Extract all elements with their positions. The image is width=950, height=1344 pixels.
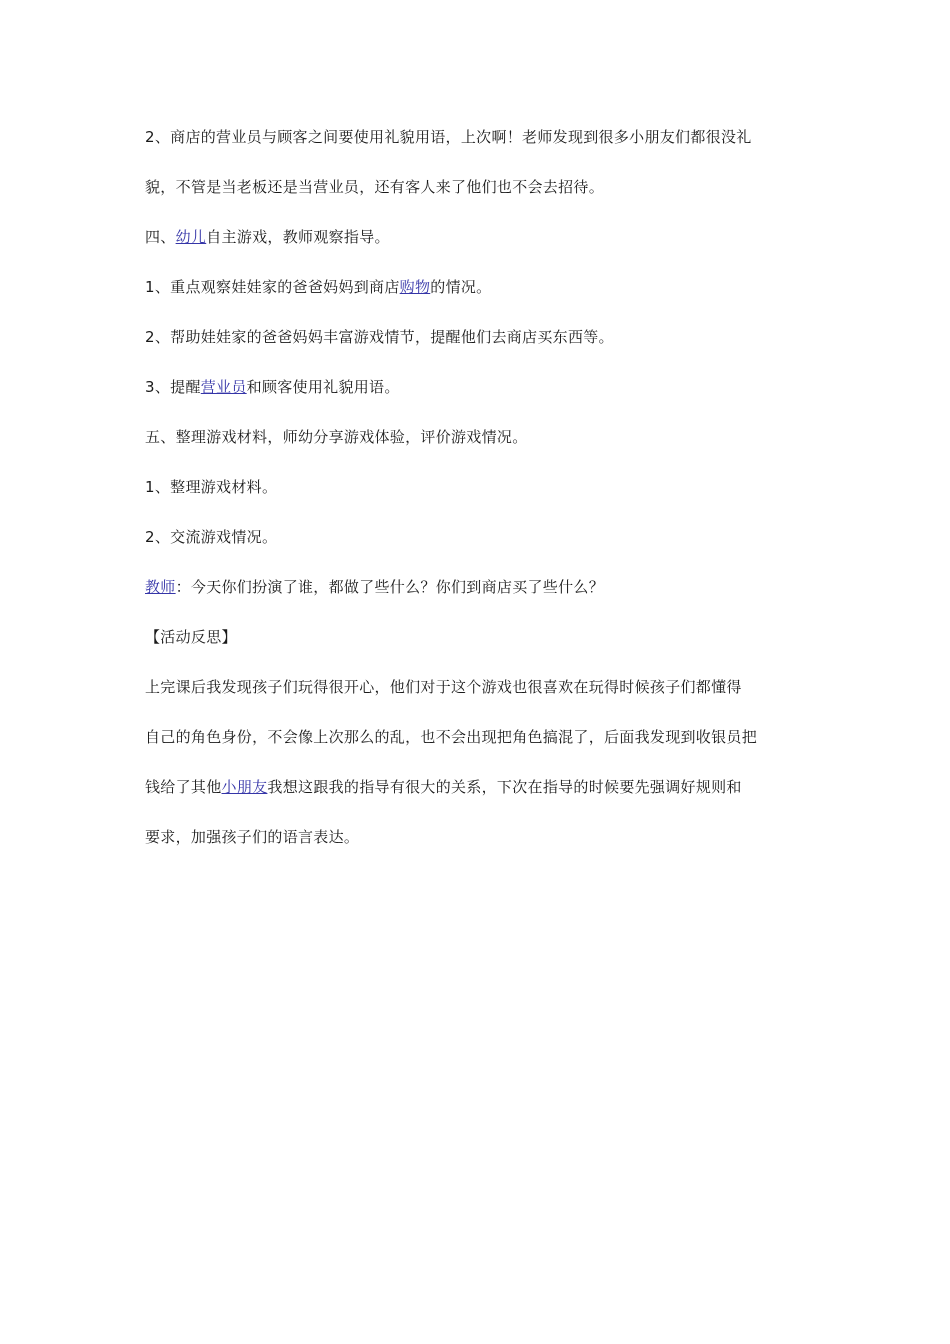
reflection-heading [145, 612, 813, 662]
reflection-line4 [145, 812, 813, 862]
item-text: 1、整理游戏材料。 [145, 478, 278, 496]
heading-prefix: 四、 [145, 228, 176, 246]
link-yingyeyuan[interactable]: 营业员 [200, 378, 247, 396]
line-suffix: 我想这跟我的指导有很大的关系，下次在指导的时候要先强调好规则和 [267, 778, 742, 796]
question-text: ：今天你们扮演了谁，都做了些什么？你们到商店买了些什么？ [175, 578, 605, 596]
item-text: 2、交流游戏情况。 [145, 528, 278, 546]
paragraph-text: 2、商店的营业员与顾客之间要使用礼貌用语，上次啊！老师发现到很多小朋友们都很没礼 [145, 128, 752, 146]
paragraph-text: 上完课后我发现孩子们玩得很开心，他们对于这个游戏也很喜欢在玩得时候孩子们都懂得 [145, 678, 742, 696]
list-item-remind-polite [145, 362, 813, 412]
heading-text: 五、整理游戏材料，师幼分享游戏体验，评价游戏情况。 [145, 428, 528, 446]
list-item-tidy [145, 462, 813, 512]
heading-text: 【活动反思】 [145, 628, 237, 646]
link-gouwu[interactable]: 购物 [399, 278, 431, 296]
paragraph-text: 要求，加强孩子们的语言表达。 [145, 828, 360, 846]
paragraph-text: 貌，不管是当老板还是当营业员，还有客人来了他们也不会去招待。 [145, 178, 605, 196]
reflection-line3 [145, 762, 813, 812]
link-jiaoshi[interactable]: 教师 [145, 578, 176, 596]
list-item-enrich-plot [145, 312, 813, 362]
item-prefix: 3、提醒 [145, 378, 201, 396]
paragraph-polite-language-line1 [145, 112, 813, 162]
link-youer[interactable]: 幼儿 [175, 228, 207, 246]
item-suffix: 的情况。 [430, 278, 492, 296]
link-xiaopengyou[interactable]: 小朋友 [221, 778, 268, 796]
line-prefix: 钱给了其他 [145, 778, 222, 796]
item-suffix: 和顾客使用礼貌用语。 [246, 378, 400, 396]
list-item-share [145, 512, 813, 562]
teacher-question [145, 562, 813, 612]
section-heading-tidy-materials [145, 412, 813, 462]
section-heading-free-play [145, 212, 813, 262]
reflection-line1 [145, 662, 813, 712]
item-text: 2、帮助娃娃家的爸爸妈妈丰富游戏情节，提醒他们去商店买东西等。 [145, 328, 614, 346]
reflection-line2 [145, 712, 813, 762]
list-item-observe-shopping [145, 262, 813, 312]
paragraph-polite-language-line2 [145, 162, 813, 212]
heading-suffix: 自主游戏，教师观察指导。 [206, 228, 390, 246]
paragraph-text: 自己的角色身份，不会像上次那么的乱，也不会出现把角色搞混了，后面我发现到收银员把 [145, 728, 758, 746]
item-prefix: 1、重点观察娃娃家的爸爸妈妈到商店 [145, 278, 400, 296]
